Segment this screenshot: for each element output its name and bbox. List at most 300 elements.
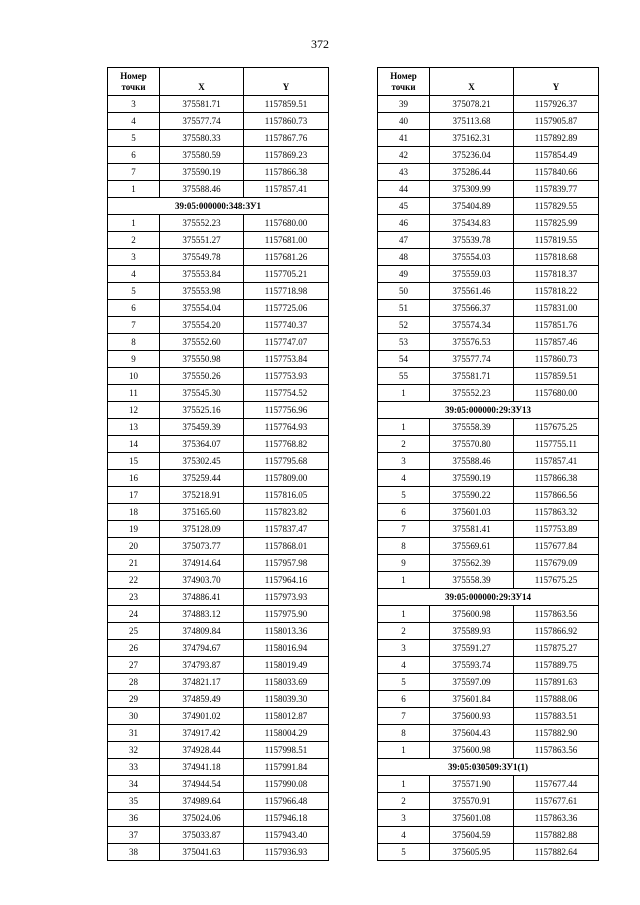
y-coordinate-cell: 1157747.07 — [244, 334, 329, 351]
y-coordinate-cell: 1157768.82 — [244, 436, 329, 453]
section-header-row — [378, 589, 599, 606]
x-coordinate-cell: 374941.18 — [160, 759, 244, 776]
point-number-cell: 32 — [108, 742, 160, 759]
point-number-cell: 19 — [108, 521, 160, 538]
table-row — [378, 521, 599, 538]
x-coordinate-cell: 375558.39 — [430, 419, 514, 436]
x-coordinate-cell: 374821.17 — [160, 674, 244, 691]
table-row — [108, 164, 329, 181]
table-row — [108, 249, 329, 266]
y-coordinate-cell: 1157718.98 — [244, 283, 329, 300]
y-coordinate-cell: 1157975.90 — [244, 606, 329, 623]
x-coordinate-cell: 374917.42 — [160, 725, 244, 742]
table-row — [378, 181, 599, 198]
section-header-row — [378, 402, 599, 419]
y-coordinate-cell: 1157857.46 — [514, 334, 599, 351]
point-number-cell: 8 — [108, 334, 160, 351]
header-x: X — [430, 68, 514, 96]
table-row — [378, 334, 599, 351]
x-coordinate-cell: 375552.23 — [160, 215, 244, 232]
table-row — [378, 606, 599, 623]
y-coordinate-cell: 1157936.93 — [244, 844, 329, 861]
y-coordinate-cell: 1157888.06 — [514, 691, 599, 708]
point-number-cell: 4 — [378, 827, 430, 844]
table-row — [108, 215, 329, 232]
x-coordinate-cell: 375434.83 — [430, 215, 514, 232]
point-number-cell: 1 — [378, 385, 430, 402]
x-coordinate-cell: 375558.39 — [430, 572, 514, 589]
y-coordinate-cell: 1157991.84 — [244, 759, 329, 776]
table-row — [108, 759, 329, 776]
point-number-cell: 7 — [108, 317, 160, 334]
x-coordinate-cell: 375574.34 — [430, 317, 514, 334]
x-coordinate-cell: 375552.60 — [160, 334, 244, 351]
table-row — [108, 436, 329, 453]
cadastral-number: 39:05:000000:29:ЗУ14 — [378, 589, 599, 606]
point-number-cell: 43 — [378, 164, 430, 181]
y-coordinate-cell: 1157854.49 — [514, 147, 599, 164]
point-number-cell: 52 — [378, 317, 430, 334]
y-coordinate-cell: 1157754.52 — [244, 385, 329, 402]
table-row — [378, 810, 599, 827]
point-number-cell: 5 — [378, 487, 430, 504]
table-row — [378, 215, 599, 232]
header-point-number: Номер точки — [378, 68, 430, 96]
x-coordinate-cell: 375570.91 — [430, 793, 514, 810]
y-coordinate-cell: 1157926.37 — [514, 96, 599, 113]
table-row — [108, 657, 329, 674]
y-coordinate-cell: 1157882.64 — [514, 844, 599, 861]
cadastral-number: 39:05:000000:348:ЗУ1 — [108, 198, 329, 215]
x-coordinate-cell: 375550.26 — [160, 368, 244, 385]
y-coordinate-cell: 1157866.92 — [514, 623, 599, 640]
table-row — [108, 453, 329, 470]
section-header-row — [108, 198, 329, 215]
x-coordinate-cell: 375552.23 — [430, 385, 514, 402]
y-coordinate-cell: 1157990.08 — [244, 776, 329, 793]
point-number-cell: 41 — [378, 130, 430, 147]
table-row — [108, 606, 329, 623]
x-coordinate-cell: 375525.16 — [160, 402, 244, 419]
table-row — [378, 657, 599, 674]
x-coordinate-cell: 375539.78 — [430, 232, 514, 249]
table-row — [378, 147, 599, 164]
point-number-cell: 40 — [378, 113, 430, 130]
table-row — [108, 368, 329, 385]
point-number-cell: 34 — [108, 776, 160, 793]
x-coordinate-cell: 375561.46 — [430, 283, 514, 300]
point-number-cell: 3 — [108, 249, 160, 266]
y-coordinate-cell: 1157882.88 — [514, 827, 599, 844]
y-coordinate-cell: 1157866.56 — [514, 487, 599, 504]
table-row — [378, 232, 599, 249]
y-coordinate-cell: 1157753.84 — [244, 351, 329, 368]
point-number-cell: 2 — [108, 232, 160, 249]
point-number-cell: 27 — [108, 657, 160, 674]
table-row — [378, 555, 599, 572]
y-coordinate-cell: 1157859.51 — [514, 368, 599, 385]
point-number-cell: 54 — [378, 351, 430, 368]
point-number-cell: 36 — [108, 810, 160, 827]
x-coordinate-cell: 375571.90 — [430, 776, 514, 793]
point-number-cell: 2 — [378, 793, 430, 810]
x-coordinate-cell: 375236.04 — [430, 147, 514, 164]
table-row — [378, 572, 599, 589]
y-coordinate-cell: 1157677.44 — [514, 776, 599, 793]
table-row — [108, 181, 329, 198]
x-coordinate-cell: 374859.49 — [160, 691, 244, 708]
x-coordinate-cell: 375041.63 — [160, 844, 244, 861]
y-coordinate-cell: 1157837.47 — [244, 521, 329, 538]
x-coordinate-cell: 375605.95 — [430, 844, 514, 861]
x-coordinate-cell: 375569.61 — [430, 538, 514, 555]
x-coordinate-cell: 375600.98 — [430, 742, 514, 759]
table-row — [378, 198, 599, 215]
cadastral-number: 39:05:030509:ЗУ1(1) — [378, 759, 599, 776]
cadastral-number: 39:05:000000:29:ЗУ13 — [378, 402, 599, 419]
y-coordinate-cell: 1157863.56 — [514, 742, 599, 759]
x-coordinate-cell: 375577.74 — [160, 113, 244, 130]
x-coordinate-cell: 375597.09 — [430, 674, 514, 691]
point-number-cell: 6 — [108, 147, 160, 164]
x-coordinate-cell: 375604.43 — [430, 725, 514, 742]
y-coordinate-cell: 1158019.49 — [244, 657, 329, 674]
y-coordinate-cell: 1157863.32 — [514, 504, 599, 521]
point-number-cell: 1 — [378, 742, 430, 759]
y-coordinate-cell: 1157795.68 — [244, 453, 329, 470]
table-row — [108, 351, 329, 368]
y-coordinate-cell: 1157725.06 — [244, 300, 329, 317]
table-row — [378, 249, 599, 266]
table-row — [108, 113, 329, 130]
point-number-cell: 4 — [108, 266, 160, 283]
point-number-cell: 55 — [378, 368, 430, 385]
point-number-cell: 28 — [108, 674, 160, 691]
y-coordinate-cell: 1157831.00 — [514, 300, 599, 317]
table-row — [378, 368, 599, 385]
x-coordinate-cell: 374809.84 — [160, 623, 244, 640]
x-coordinate-cell: 374944.54 — [160, 776, 244, 793]
table-row — [108, 572, 329, 589]
point-number-cell: 48 — [378, 249, 430, 266]
table-row — [108, 334, 329, 351]
point-number-cell: 1 — [378, 606, 430, 623]
point-number-cell: 3 — [378, 453, 430, 470]
header-y: Y — [514, 68, 599, 96]
point-number-cell: 6 — [378, 691, 430, 708]
table-row — [378, 300, 599, 317]
x-coordinate-cell: 375593.74 — [430, 657, 514, 674]
y-coordinate-cell: 1158013.36 — [244, 623, 329, 640]
table-row — [108, 691, 329, 708]
x-coordinate-cell: 375590.22 — [430, 487, 514, 504]
point-number-cell: 6 — [108, 300, 160, 317]
point-number-cell: 15 — [108, 453, 160, 470]
y-coordinate-cell: 1157764.93 — [244, 419, 329, 436]
table-row — [378, 640, 599, 657]
y-coordinate-cell: 1157905.87 — [514, 113, 599, 130]
y-coordinate-cell: 1157943.40 — [244, 827, 329, 844]
table-row — [378, 113, 599, 130]
point-number-cell: 44 — [378, 181, 430, 198]
x-coordinate-cell: 375078.21 — [430, 96, 514, 113]
table-row — [378, 487, 599, 504]
y-coordinate-cell: 1157816.05 — [244, 487, 329, 504]
x-coordinate-cell: 375600.98 — [430, 606, 514, 623]
x-coordinate-cell: 375600.93 — [430, 708, 514, 725]
x-coordinate-cell: 374886.41 — [160, 589, 244, 606]
point-number-cell: 5 — [378, 844, 430, 861]
point-number-cell: 31 — [108, 725, 160, 742]
table-row — [108, 521, 329, 538]
table-row — [108, 742, 329, 759]
x-coordinate-cell: 375073.77 — [160, 538, 244, 555]
point-number-cell: 5 — [108, 130, 160, 147]
x-coordinate-cell: 375459.39 — [160, 419, 244, 436]
point-number-cell: 51 — [378, 300, 430, 317]
x-coordinate-cell: 375286.44 — [430, 164, 514, 181]
table-row — [108, 385, 329, 402]
point-number-cell: 20 — [108, 538, 160, 555]
coordinates-table-right — [377, 67, 599, 861]
table-row — [378, 436, 599, 453]
table-row — [378, 164, 599, 181]
y-coordinate-cell: 1157857.41 — [514, 453, 599, 470]
table-row — [378, 504, 599, 521]
x-coordinate-cell: 374794.67 — [160, 640, 244, 657]
table-row — [378, 844, 599, 861]
table-row — [108, 708, 329, 725]
y-coordinate-cell: 1157857.41 — [244, 181, 329, 198]
table-row — [108, 555, 329, 572]
y-coordinate-cell: 1157680.00 — [514, 385, 599, 402]
table-row — [378, 351, 599, 368]
table-row — [378, 725, 599, 742]
table-row — [378, 470, 599, 487]
y-coordinate-cell: 1157964.16 — [244, 572, 329, 589]
table-row — [108, 266, 329, 283]
x-coordinate-cell: 375576.53 — [430, 334, 514, 351]
point-number-cell: 42 — [378, 147, 430, 164]
x-coordinate-cell: 375577.74 — [430, 351, 514, 368]
x-coordinate-cell: 374914.64 — [160, 555, 244, 572]
x-coordinate-cell: 374901.02 — [160, 708, 244, 725]
coordinates-table-left — [107, 67, 329, 861]
y-coordinate-cell: 1158004.29 — [244, 725, 329, 742]
x-coordinate-cell: 375545.30 — [160, 385, 244, 402]
x-coordinate-cell: 374883.12 — [160, 606, 244, 623]
point-number-cell: 16 — [108, 470, 160, 487]
y-coordinate-cell: 1157818.22 — [514, 283, 599, 300]
table-row — [108, 793, 329, 810]
x-coordinate-cell: 375033.87 — [160, 827, 244, 844]
x-coordinate-cell: 375559.03 — [430, 266, 514, 283]
x-coordinate-cell: 375550.98 — [160, 351, 244, 368]
point-number-cell: 1 — [108, 181, 160, 198]
x-coordinate-cell: 375590.19 — [430, 470, 514, 487]
x-coordinate-cell: 375554.03 — [430, 249, 514, 266]
point-number-cell: 23 — [108, 589, 160, 606]
x-coordinate-cell: 375553.84 — [160, 266, 244, 283]
point-number-cell: 39 — [378, 96, 430, 113]
header-point-number: Номер точки — [108, 68, 160, 96]
y-coordinate-cell: 1157677.84 — [514, 538, 599, 555]
table-row — [108, 504, 329, 521]
x-coordinate-cell: 375364.07 — [160, 436, 244, 453]
point-number-cell: 24 — [108, 606, 160, 623]
x-coordinate-cell: 375165.60 — [160, 504, 244, 521]
point-number-cell: 17 — [108, 487, 160, 504]
table-row — [378, 419, 599, 436]
point-number-cell: 29 — [108, 691, 160, 708]
point-number-cell: 18 — [108, 504, 160, 521]
table-row — [108, 470, 329, 487]
table-row — [108, 300, 329, 317]
y-coordinate-cell: 1157957.98 — [244, 555, 329, 572]
table-header-row — [378, 68, 599, 96]
y-coordinate-cell: 1157867.76 — [244, 130, 329, 147]
table-row — [108, 538, 329, 555]
point-number-cell: 2 — [378, 623, 430, 640]
table-row — [378, 793, 599, 810]
y-coordinate-cell: 1157860.73 — [514, 351, 599, 368]
table-row — [108, 232, 329, 249]
table-row — [378, 317, 599, 334]
point-number-cell: 7 — [108, 164, 160, 181]
y-coordinate-cell: 1157740.37 — [244, 317, 329, 334]
y-coordinate-cell: 1157892.89 — [514, 130, 599, 147]
table-row — [378, 538, 599, 555]
y-coordinate-cell: 1157883.51 — [514, 708, 599, 725]
y-coordinate-cell: 1157756.96 — [244, 402, 329, 419]
x-coordinate-cell: 375218.91 — [160, 487, 244, 504]
x-coordinate-cell: 375404.89 — [430, 198, 514, 215]
table-row — [108, 623, 329, 640]
point-number-cell: 37 — [108, 827, 160, 844]
y-coordinate-cell: 1157859.51 — [244, 96, 329, 113]
y-coordinate-cell: 1157677.61 — [514, 793, 599, 810]
x-coordinate-cell: 375128.09 — [160, 521, 244, 538]
point-number-cell: 38 — [108, 844, 160, 861]
x-coordinate-cell: 375554.04 — [160, 300, 244, 317]
y-coordinate-cell: 1157825.99 — [514, 215, 599, 232]
y-coordinate-cell: 1157840.66 — [514, 164, 599, 181]
table-row — [108, 776, 329, 793]
y-coordinate-cell: 1157866.38 — [514, 470, 599, 487]
point-number-cell: 49 — [378, 266, 430, 283]
x-coordinate-cell: 375581.71 — [160, 96, 244, 113]
y-coordinate-cell: 1157681.00 — [244, 232, 329, 249]
table-row — [108, 674, 329, 691]
x-coordinate-cell: 375162.31 — [430, 130, 514, 147]
table-row — [378, 623, 599, 640]
x-coordinate-cell: 375580.59 — [160, 147, 244, 164]
point-number-cell: 1 — [378, 572, 430, 589]
point-number-cell: 26 — [108, 640, 160, 657]
y-coordinate-cell: 1157891.63 — [514, 674, 599, 691]
y-coordinate-cell: 1157681.26 — [244, 249, 329, 266]
y-coordinate-cell: 1157818.37 — [514, 266, 599, 283]
x-coordinate-cell: 375601.03 — [430, 504, 514, 521]
point-number-cell: 5 — [108, 283, 160, 300]
x-coordinate-cell: 375589.93 — [430, 623, 514, 640]
x-coordinate-cell: 375259.44 — [160, 470, 244, 487]
point-number-cell: 33 — [108, 759, 160, 776]
point-number-cell: 1 — [378, 419, 430, 436]
y-coordinate-cell: 1157819.55 — [514, 232, 599, 249]
table-row — [378, 385, 599, 402]
x-coordinate-cell: 375562.39 — [430, 555, 514, 572]
x-coordinate-cell: 375580.33 — [160, 130, 244, 147]
table-row — [378, 96, 599, 113]
y-coordinate-cell: 1157753.93 — [244, 368, 329, 385]
y-coordinate-cell: 1157882.90 — [514, 725, 599, 742]
x-coordinate-cell: 375113.68 — [430, 113, 514, 130]
y-coordinate-cell: 1158012.87 — [244, 708, 329, 725]
point-number-cell: 3 — [378, 640, 430, 657]
header-y: Y — [244, 68, 329, 96]
header-x: X — [160, 68, 244, 96]
x-coordinate-cell: 375588.46 — [160, 181, 244, 198]
y-coordinate-cell: 1157889.75 — [514, 657, 599, 674]
table-row — [378, 266, 599, 283]
table-row — [378, 674, 599, 691]
point-number-cell: 4 — [378, 657, 430, 674]
y-coordinate-cell: 1157946.18 — [244, 810, 329, 827]
point-number-cell: 22 — [108, 572, 160, 589]
x-coordinate-cell: 375551.27 — [160, 232, 244, 249]
section-header-row — [378, 759, 599, 776]
x-coordinate-cell: 375554.20 — [160, 317, 244, 334]
x-coordinate-cell: 374928.44 — [160, 742, 244, 759]
point-number-cell: 50 — [378, 283, 430, 300]
x-coordinate-cell: 374793.87 — [160, 657, 244, 674]
x-coordinate-cell: 375549.78 — [160, 249, 244, 266]
table-row — [108, 130, 329, 147]
y-coordinate-cell: 1158016.94 — [244, 640, 329, 657]
table-row — [378, 742, 599, 759]
y-coordinate-cell: 1157755.11 — [514, 436, 599, 453]
x-coordinate-cell: 375590.19 — [160, 164, 244, 181]
point-number-cell: 4 — [108, 113, 160, 130]
point-number-cell: 3 — [108, 96, 160, 113]
x-coordinate-cell: 375601.08 — [430, 810, 514, 827]
table-row — [108, 640, 329, 657]
x-coordinate-cell: 375588.46 — [430, 453, 514, 470]
table-row — [378, 691, 599, 708]
point-number-cell: 4 — [378, 470, 430, 487]
x-coordinate-cell: 375570.80 — [430, 436, 514, 453]
y-coordinate-cell: 1157675.25 — [514, 419, 599, 436]
y-coordinate-cell: 1157851.76 — [514, 317, 599, 334]
x-coordinate-cell: 375581.71 — [430, 368, 514, 385]
point-number-cell: 5 — [378, 674, 430, 691]
table-row — [108, 487, 329, 504]
x-coordinate-cell: 375309.99 — [430, 181, 514, 198]
table-row — [378, 776, 599, 793]
x-coordinate-cell: 375553.98 — [160, 283, 244, 300]
table-row — [378, 283, 599, 300]
table-header-row — [108, 68, 329, 96]
y-coordinate-cell: 1157680.00 — [244, 215, 329, 232]
y-coordinate-cell: 1157863.36 — [514, 810, 599, 827]
point-number-cell: 1 — [378, 776, 430, 793]
point-number-cell: 30 — [108, 708, 160, 725]
y-coordinate-cell: 1157973.93 — [244, 589, 329, 606]
y-coordinate-cell: 1157869.23 — [244, 147, 329, 164]
point-number-cell: 9 — [378, 555, 430, 572]
table-row — [108, 844, 329, 861]
